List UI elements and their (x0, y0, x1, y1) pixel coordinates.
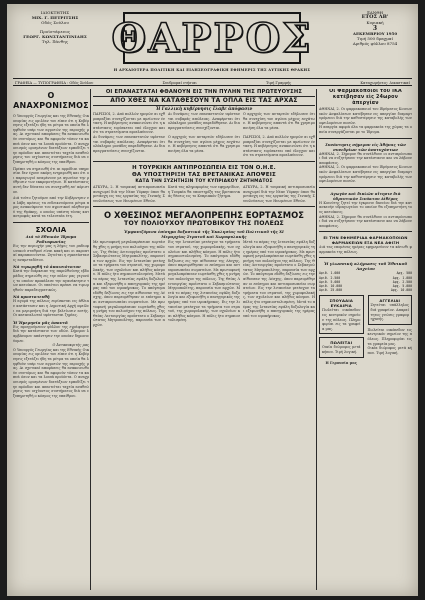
celebration-col-1-c: Μετά το πέρας της λιτανείας εψάλη δοξολογία και εξεφωνήθη ο πανηγυρικός της ημέρας υπό του ιεροκήρυκος. (93, 272, 165, 291)
comments-subtitle: Διά τό Εθνικόν Ίδρυμα Ραδιοφωνίας (25, 234, 77, 245)
info-office: ΓΡΑΦΕΙΑ — ΤΥΠΟΓΡΑΦΕΙΑ : Οδός Σούλου (15, 81, 94, 85)
info-line-price: Τιμή Γραμμής (265, 81, 292, 85)
comments-para-filler: Ο Υπουργός Γεωργίας και της Εθνικής Οικονομίας εις ομιλίαν του είπεν ότι η Κυβέρνησις εξετάζει ήδη τα μέτρα τα οποία θα ληφθούν υπέρ των αγροτών της περιοχής μας. Αι σχετικαί αποφάσεις θα ανακοινωθούν συντόμως και θα αφορούν τόσον τα καπνά όσον και τα λοιπά προϊόντα. Ο αναχρονισμός ορισμένων διατάξεων εμποδίζει την πρόοδον και απαιτείται ταχεία αναθεώρησις του ισχύοντος συστήματος διά να εξυπηρετηθή ο κόσμος της υπαίθρου. (13, 347, 89, 398)
pharmacists-headline: Οἱ Φαρμακοποιοὶ τοῦ ΙΚΑ κατέβησαν εἰς 24ωρον ἀπεργίαν (329, 89, 402, 106)
lottery-prize: Δρχ. 1.000 (392, 275, 412, 280)
celebration-col-2-b: Το απόγευμα εδόθη δεξίωσις εις την αίθουσαν της Λέσχης, όπου παρευρέθησαν οι επίσημοι και αντιπροσωπείαι σωματείων. (168, 254, 240, 272)
lottery-number: Αριθ. 1.000 (319, 271, 341, 276)
pharmacists-para-2: Η απεργία αφορά όλα τα φαρμακεία της χώρας τα οποία συνεργάζονται με το Ίδρυμα. (319, 125, 412, 134)
lottery-number: Αριθ. 2.500 (319, 275, 341, 280)
comment-heading-3: Νά προστατευθῆ (13, 294, 50, 300)
ad-1-text: Πωλείται οικόπεδον εις κεντρικόν σημείον της πόλεως. Πληροφορίαι εις τα γραφεία μας. (322, 308, 361, 331)
divider (93, 206, 315, 207)
celebration-col-2-c: Με πρωτοφανή μεγαλοπρέπειαν εωρτάσθη χθες η μνήμη του πολιούχου της πόλεως. Της Θείας Λειτουργίας προΐστατο ο Σεβασμιώτατος Μητροπολίτης, παρουσία των αρχών. (168, 267, 240, 291)
celebration-col-1 (93, 240, 165, 327)
turkish-story-headline-2: ΘΑ ΥΠΟΣΤΗΡΙΞΗ ΤΑΣ ΒΡΕΤΑΝΙΚΑΣ ΑΠΟΨΕΙΣ (131, 171, 277, 178)
ads-left (319, 292, 364, 365)
lottery-numbers (319, 271, 364, 292)
lottery-number: Αριθ. 25.000 (319, 288, 343, 293)
celebration-col-2-d: Μετά το πέρας της λιτανείας εψάλη δοξολογία και εξεφωνήθη ο πανηγυρικός της ημέρας υπό του ιεροκήρυκος. (168, 286, 240, 305)
lottery-prize: Δρχ. 2.500 (392, 279, 412, 284)
celebration-col-1-b: Εις την λιτανείαν μετέσχον τα τμήματα του στρατού, της χωροφυλακής, των σχολείων και πλήθος κόσμου. Η πόλις ήτο σημαιοστολισμένη. (93, 258, 165, 277)
lottery-table (319, 271, 412, 292)
top-story-col-2: Αι δυνάμεις των επαναστατών υφίστανται σοβαράς απώλειας. Αναφέρεται ότι ολόκληροι μονάδες παρεδόθησαν. Αι διαπραγματεύσεις συνεχίζονται. (168, 112, 240, 130)
divider (13, 222, 89, 223)
ad-4-extra-2: Οικία διώροφος μετά κήπου. Τιμή λογική. (367, 346, 412, 355)
ad-4-extra: Πωλείται οικόπεδον εις κεντρικόν σημείον της πόλεως. Πληροφορίαι εις τα γραφεία μας. (367, 327, 412, 346)
celebration-col-3-e: Μετά το πέρας της λιτανείας εψάλη δοξολογία και εξεφωνήθη ο πανηγυρικός της ημέρας υπό του ιεροκήρυκος. (243, 300, 315, 318)
editorial-para-2: Πρέπει να σημειωθή ότι αι αρμόδιαι υπηρεσίαι δεν έχουν ακόμη ενημερωθή και ότι οι παραγωγοί αναμένουν με αγωνίαν την ρύθμισιν των εκκρεμοτήτων. Η κατάστασις αυτή δεν δύναται να συνεχισθή επ' αόριστον. (13, 166, 89, 194)
celebration-col-3-b: Με πρωτοφανή μεγαλοπρέπειαν εωρτάσθη χθες η μνήμη του πολιούχου της πόλεως. Της Θείας Λειτουργίας προΐστατο ο Σεβασμιώτατος Μητροπολίτης, παρουσία των αρχών. (243, 249, 315, 277)
celebration-headline-2: ΤΟΥ ΠΟΛΙΟΥΧΟΥ ΠΡΩΤΟΒΙΚΟΥ ΤΗΣ ΠΟΛΕΩΣ (124, 220, 284, 228)
meeting-para-cont: ΑΘΗΝΑΙ, 2. Οι φαρμακοποιοί του Ιδρύματος Κοινωνικών Ασφαλίσεων κατέβησαν εις απεργίαν διαμαρτυρόμενοι διά την καθυστέρησιν της καταβολής των οφειλομένων ποσών. (319, 165, 412, 184)
comments-signature: Ο Ἀνταποκριτής μας (52, 343, 89, 348)
info-notices: Καταχωρήσεις: Δικαστικαί (360, 81, 410, 85)
water-headline: Αγωγὸν καὶ διπλῶν αἴτησιν διὰ ὑδρευτικὸν Σινόκτου Αἰθέρος (330, 190, 401, 201)
lottery-number: Αριθ. 10.000 (319, 284, 343, 289)
pharmacy-duty-headline: ΕΙ ΤΗΝ ΕΦΗΜΕΡΙΔΑ ΦΑΡΜΑΚΟΠΟΙΩΝ ΦΑΡΜΑΚΕΙΩΝ ΕΞΑ ΝΕΑ ΑΦΙΞΗ (323, 235, 408, 246)
ad-box-1 (319, 295, 364, 334)
price-label: Τιμή 500 δραχμαί (356, 36, 394, 42)
weekday-label: Κυριακή (366, 20, 384, 26)
top-story-subheadline: Ἡ Γαλλικὴ κυβέρνησις ἔλαβε ἀπόφασιν (155, 106, 253, 111)
comments-para-1: Εις την περιοχήν μας η λήψις του ραδιοφωνικού σταθμού είναι κακή και οι ακροαταί παραπονούνται. Ζητείται η εγκατάστασις αναμεταδότου. (13, 244, 89, 262)
celebration-col-2-e: Εις την λιτανείαν μετέσχον τα τμήματα του στρατού, της χωροφυλακής, των σχολείων και πλήθος κόσμου. Η πόλις ήτο σημαιοστολισμένη. (168, 300, 240, 323)
newspaper-page (7, 4, 418, 596)
turkish-story-col-3: ΑΓΚΥΡΑ, 2. Η τουρκική αντιπροσωπεία αναχωρεί διά την Νέαν Υόρκην όπου θα μετάσχη εις τας εργασίας της Γενικής Συνελεύσεως των Ηνωμένων Εθνών. (243, 184, 315, 203)
divider (93, 161, 315, 162)
divider (319, 257, 412, 258)
column-left (13, 89, 89, 590)
ads-row (319, 292, 412, 365)
column-rule-2 (316, 89, 317, 590)
pharmacy-duty-para: Διά τας επομένας ημέρας εφημερεύουν τα κάτωθι φαρμακεία της πόλεως. (319, 245, 412, 254)
top-story-headline-2: ΑΠΟ ΧΘΕΣ ΝΑ ΚΑΤΑΘΕΣΟΥΝ ΤΑ ΟΠΛΑ ΕΙΣ ΤΑΣ ΑΡΧΑΣ (93, 96, 315, 106)
lottery-number: Αριθ. 5.000 (319, 279, 341, 284)
owner-name: ΜΙΧ. Γ. ΠΕΤΡΙΤΣΗΣ (31, 15, 79, 21)
celebration-col-3-a: Μετά το πέρας της λιτανείας εψάλη δοξολογία και εξεφωνήθη ο πανηγυρικός της ημέρας υπό του ιεροκήρυκος. (243, 240, 315, 254)
turkish-story-headline-3: ΚΑΤΑ ΤΗΝ ΣΥΖΗΤΗΣΙΝ ΤΟΥ ΚΥΠΡΙΑΚΟΥ ΖΗΤΗΜΑΤΟΣ (135, 178, 273, 184)
newspaper-subtitle: Η ΑΡΧΑΙΟΤΕΡΑ ΠΟΛΙΤΙΚΗ ΚΑΙ ΕΙΔΗΣΕΟΓΡΑΦΙΚΗ ΕΦΗΜΕΡΙΣ ΤΗΣ ΔΥΤΙΚΗΣ ΘΡΑΚΗΣ (113, 68, 311, 72)
info-subscriptions: Συνδρομαί ετήσιαι (162, 81, 197, 85)
turkish-story-col-1: ΑΓΚΥΡΑ, 2. Η τουρκική αντιπροσωπεία αναχωρεί διά την Νέαν Υόρκην όπου θα μετάσχη εις τας εργασίας της Γενικής Συνελεύσεως των Ηνωμένων Εθνών. (93, 184, 165, 203)
pharmacists-para-1: ΑΘΗΝΑΙ, 2. Οι φαρμακοποιοί του Ιδρύματος Κοινωνικών Ασφαλίσεων κατέβησαν εις απεργίαν διαμαρτυρόμενοι διά την καθυστέρησιν της καταβολής των οφειλομένων ποσών. (319, 107, 412, 125)
top-story-col-1b: Αι δυνάμεις των επαναστατών υφίστανται σοβαράς απώλειας. Αναφέρεται ότι ολόκληροι μονάδες παρεδόθησαν. Αι διαπραγματεύσεις συνεχίζονται. (93, 134, 165, 153)
ad-box-2 (319, 337, 364, 357)
issue-number: Αριθμός φύλλου 8754 (352, 41, 398, 47)
divider (319, 187, 412, 188)
celebration-col-1-a: Με πρωτοφανή μεγαλοπρέπειαν εωρτάσθη χθες η μνήμη του πολιούχου της πόλεως. Της Θείας Λειτουργίας προΐστατο ο Σεβασμιώτατος Μητροπολίτης, παρουσία των αρχών. (93, 240, 165, 263)
lottery-headline: Ἡ γλωσσικὴ κλήρωσις τοῦ Ἐθνικοῦ Λαχείου (323, 261, 408, 272)
top-story-col-3b: ΠΑΡΙΣΙΟΙ, 2. Από πολλών ημερών αι εχθροπραξίαι συνεχίζονται με αμείωτον ένταση. Η κυβέρνησις ανακοινώνει ότι η κατάστασις ευρίσκεται υπό έλεγχον και ότι τα στρατεύματα προελαύνουν. (243, 134, 315, 158)
comments-para-2: Κατά την διάρκειαν της παρελθούσης εβδομάδος σημειώθη εις την πόλιν μας γεγονός το οποίον προκάλεσε την αγανάκτησιν των κατοίκων. Οι υπαίτιοι πρέπει να τιμωρηθούν παραδειγματικώς. (13, 269, 89, 292)
top-story-body (93, 112, 315, 135)
lottery-prize: Δρχ. 500 (396, 271, 412, 276)
masthead-title-box (111, 12, 313, 64)
top-story-col-3: Ο αρχηγός των ανταρτών εδήλωσεν ότι θα συνεχίση τον αγώνα μέχρις εσχάτων. Η κυβέρνησις απαντά ότι θα χρησιμοποιήση όλα τα μέσα. (243, 112, 315, 130)
top-story-col-1: ΠΑΡΙΣΙΟΙ, 2. Από πολλών ημερών αι εχθροπραξίαι συνεχίζονται με αμείωτον ένταση. Η κυβέρνησις ανακοινώνει ότι η κατάστασις ευρίσκεται υπό έλεγχον και ότι τα στρατεύματα προελαύνουν. (93, 112, 165, 135)
water-para-cont: ΑΘΗΝΑΙ, 2. Σήμερον θα συνέλθουν οι αντιπρόσωποι διά να συζητήσουν την κατάστασιν και να λάβουν αποφάσεις. (319, 214, 412, 228)
info-bar (13, 78, 412, 86)
owner-address: Οδός Σούλου (41, 20, 69, 26)
celebration-col-3-c: Το απόγευμα εδόθη δεξίωσις εις την αίθουσαν της Λέσχης, όπου παρευρέθησαν οι επίσημοι και αντιπροσωπείαι σωματείων. (243, 272, 315, 291)
column-center (93, 89, 315, 590)
comments-para-3: Η αγορά της πόλεως ευρίσκεται εις άθλιαν κατάστασιν και η Δημοτική Αρχή οφείλει να μεριμνήση διά την βελτίωσιν αυτής. Οι καταναλωταί υφίστανται ζημίας. (13, 299, 89, 318)
day-number: 3 (372, 24, 378, 32)
column-rule-1 (90, 89, 91, 590)
celebration-col-1-e: Με πρωτοφανή μεγαλοπρέπειαν εωρτάσθη χθες η μνήμη του πολιούχου της πόλεως. Της Θείας Λειτουργίας προΐστατο ο Σεβασμιώτατος Μητροπολίτης, παρουσία των αρχών. (93, 300, 165, 327)
lottery-prize: Δρχ. 10.000 (390, 288, 412, 293)
celebration-col-3 (243, 240, 315, 327)
year-label: ΕΤΟΣ ΛΒ' (361, 14, 389, 21)
celebration-col-2-a: Εις την λιτανείαν μετέσχον τα τμήματα του στρατού, της χωροφυλακής, των σχολείων και πλήθος κόσμου. Η πόλις ήτο σημαιοστολισμένη. (168, 240, 240, 259)
celebration-headline-1: Ο ΧΘΕΣΙΝΟΣ ΜΕΓΑΛΟΠΡΕΠΗΣ ΕΟΡΤΑΣΜΟΣ (103, 210, 304, 221)
turkish-story-headline-1: Η ΤΟΥΡΚΙΚΗ ΑΝΤΙΠΡΟΣΩΠΕΙΑ ΕΙΣ ΤΟΝ Ο.Η.Ε. (132, 164, 276, 171)
newspaper-title: ΘΑΡΡΟΣ (111, 14, 313, 62)
celebration-col-2 (168, 240, 240, 327)
comments-para-4: Εις προηγούμενον φύλλον της εγράψαμεν διά την κατάστασιν των οδών. Σήμερον λαμβάνομεν απάντησιν την οποίαν δημοσιεύομεν. (13, 324, 89, 343)
masthead-right-box (339, 10, 411, 46)
director-name: ΓΕΩΡΓ. ΚΩΝΣΤΑΝΤΙΝΙΔΗΣ (23, 33, 87, 39)
turkish-story-body (93, 185, 315, 203)
divider (319, 231, 412, 232)
meeting-headline: Συνάντησις σήμερον εἰς Ἀθήνας τῶν συνεδρίων τῶν ἀποτυχόντων (325, 141, 406, 152)
ad-4-title: ΑΓΓΕΛΙΑΙ (379, 298, 401, 304)
celebration-subheadline: Ἐμφανιζόμενα ἐπίσημα δοξαστικά τῆς Ἐκκλησίας τοῦ Πολιτικοῦ τῆς ΧΙ Μεραρχίας Στρατοῦ καὶ Χωροφυλακῆς (124, 229, 284, 240)
turkish-story-col-2: Κατά τας πληροφορίας των εφημερίδων, η Τουρκία θα υποστηρίξη τας βρεταννικάς θέσεις εις το Κυπριακόν ζήτημα. (168, 184, 240, 199)
celebration-col-3-d: Εις την λιτανείαν μετέσχον τα τμήματα του στρατού, της χωροφυλακής, των σχολείων και πλήθος κόσμου. Η πόλις ήτο σημαιοστολισμένη. (243, 286, 315, 305)
ad-1-title: ΣΠΟΥΔΑΙΑ ΕΥΚΑΙΡΙΑ (329, 298, 354, 309)
ad-2-text: Οικία διώροφος μετά κήπου. Τιμή λογική. (322, 345, 361, 355)
director-label: Προϊστάμενος (39, 28, 71, 34)
celebration-body (93, 240, 315, 327)
masthead-left-box (15, 10, 95, 47)
comment-heading-2: Νά τιμωρηθῆ τό ἀπαισιότατον (13, 264, 81, 270)
divider (319, 138, 412, 139)
comment-heading-4: Ἡ Ἡμερησία μᾶς ἀπαντᾶ (13, 319, 68, 325)
city-label: ΞΑΝΘΗ (367, 10, 383, 15)
ad-3-text: Η Γερουσία μας (325, 360, 357, 365)
top-story-headline-1: ΟΙ ΕΠΑΝΑΣΤΑΤΑΙ ΦΘΑΝΟΥΝ ΕΙΣ ΤΗΝ ΠΥΛΗΝ ΤΗΣ ΠΡΩΤΕΥΟΥΣΗΣ (105, 89, 303, 95)
comments-section-title: ΣΧΟΛΙΑ (35, 226, 67, 235)
editorial-headline: Ο ΑΝΑΧΡΟΝΙΣΜΟΣ (13, 91, 89, 110)
lottery-prize: Δρχ. 5.000 (392, 284, 412, 289)
meeting-para: ΑΘΗΝΑΙ, 2. Σήμερον θα συνέλθουν οι αντιπρόσωποι διά να συζητήσουν την κατάστασιν και να λάβουν αποφάσεις. (319, 151, 412, 165)
top-story-col-2b: Ο αρχηγός των ανταρτών εδήλωσεν ότι θα συνεχίση τον αγώνα μέχρις εσχάτων. Η κυβέρνησις απαντά ότι θα χρησιμοποιήση όλα τα μέσα. (168, 134, 240, 153)
ads-right (368, 292, 413, 365)
owner-label: ΙΔΙΟΚΤΗΤΗΣ (40, 10, 70, 15)
ad-4-text: Ζητείται υπάλληλος διά γραφείον. Απαραίτητος γνώσις γραφομηχανής. (370, 303, 409, 322)
director-phone: Τηλ. Ξάνθης (41, 39, 69, 45)
month-year: ΔΕΚΕΜΒΡΙΟΥ 1950 (352, 30, 398, 36)
celebration-col-1-d: Το απόγευμα εδόθη δεξίωσις εις την αίθουσαν της Λέσχης, όπου παρευρέθησαν οι επίσημοι και αντιπροσωπείαι σωματείων. (93, 286, 165, 305)
water-para: Η Κοινότης ζητεί την έγκρισιν δανείου διά την κατασκευήν υδραγωγείου το οποίον θα εξυπηρετήση τους κατοίκους. (319, 200, 412, 214)
ad-box-4 (368, 295, 413, 324)
editorial-para-3: Διά τούτο ζητούμεν από την Κυβέρνησιν να λάβη αμέσως τα ενδεικνυόμενα μέτρα προς ανακούφισιν του αγροτικού πληθυσμού της Θράκης, ο οποίος υπέστη τόσας καταστροφάς κατά τα τελευταία έτη. (13, 196, 89, 219)
column-right (319, 89, 412, 590)
lottery-prizes (368, 271, 413, 292)
editorial-para-1: Ο Υπουργός Γεωργίας και της Εθνικής Οικονομίας εις ομιλίαν του είπεν ότι η Κυβέρνησις εξετάζει ήδη τα μέτρα τα οποία θα ληφθούν υπέρ των αγροτών της περιοχής μας. Αι σχετικαί αποφάσεις θα ανακοινωθούν συντόμως και θα αφορούν τόσον τα καπνά όσον και τα λοιπά προϊόντα. Ο αναχρονισμός ορισμένων διατάξεων εμποδίζει την πρόοδον και απαιτείται ταχεία αναθεώρησις του ισχύοντος συστήματος διά να εξυπηρετηθή ο κόσμος της υπαίθρου. (13, 114, 89, 164)
ad-2-title: ΠΩΛΕΙΤΑΙ (330, 340, 353, 346)
top-story-body-cont (93, 135, 315, 158)
